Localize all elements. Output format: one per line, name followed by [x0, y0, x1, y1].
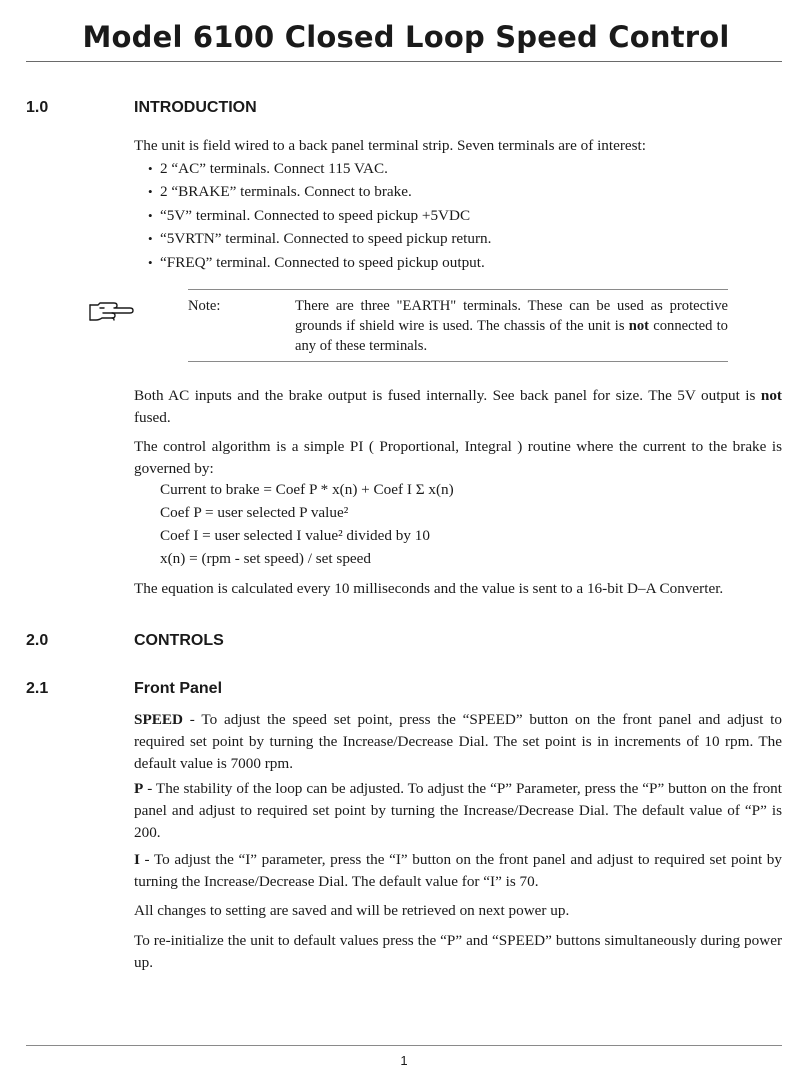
list-item: • “FREQ” terminal. Connected to speed pickup output. — [134, 251, 734, 274]
note-text: There are three "EARTH" terminals. These can be used as protective grounds if shield wire is used. The chassis of the unit is not connected to any of these terminals. — [295, 298, 728, 354]
bullet-marker: • — [148, 161, 153, 176]
bullet-marker: • — [148, 231, 153, 247]
page-number: 1 — [400, 1053, 408, 1068]
note-top-rule — [188, 289, 728, 290]
terminal-list — [134, 157, 734, 274]
page-title: Model 6100 Closed Loop Speed Control — [82, 20, 730, 54]
equation-line: Coef P = user selected P value² — [160, 504, 349, 521]
list-item: • “5V” terminal. Connected to speed pickup +5VDC — [134, 204, 734, 227]
note-label: Note: — [188, 298, 221, 314]
list-item: • 2 “AC” terminals. Connect 115 VAC. — [134, 157, 734, 180]
section-number-controls: 2.0 — [26, 632, 49, 649]
bullet-marker: • — [148, 207, 153, 223]
list-item: • 2 “BRAKE” terminals. Connect to brake. — [134, 180, 734, 203]
section-number-front-panel: 2.1 — [26, 680, 49, 697]
fuse-paragraph: Both AC inputs and the brake output is fused internally. See back panel for size. The 5V output is not fused. — [134, 387, 782, 426]
reinit-paragraph: To re-initialize the unit to default values press the “P” and “SPEED” buttons simultaneously during power up. — [134, 932, 782, 971]
equation-line: Coef I = user selected I value² divided by 10 — [160, 527, 430, 544]
equation-line: Current to brake = Coef P * x(n) + Coef I Σ x(n) — [160, 481, 454, 498]
footer-divider — [26, 1045, 782, 1046]
algorithm-paragraph: The control algorithm is a simple PI ( Proportional, Integral ) routine where the current to the brake is governed by: — [134, 438, 782, 477]
section-title-intro: INTRODUCTION — [134, 99, 257, 116]
section-title-controls: CONTROLS — [134, 632, 224, 649]
list-item: • “5VRTN” terminal. Connected to speed pickup return. — [134, 227, 734, 250]
equation-line: x(n) = (rpm - set speed) / set speed — [160, 550, 372, 567]
p-paragraph: P - The stability of the loop can be adjusted. To adjust the “P” Parameter, press the “P” button on the front panel and adjust to required set point by turning the Increase/Decrease Dial. The default value of “P” is 200. — [134, 780, 782, 841]
section-title-front-panel: Front Panel — [134, 680, 223, 697]
pointing-hand-icon — [88, 296, 134, 322]
speed-paragraph: SPEED - To adjust the speed set point, press the “SPEED” button on the front panel and adjust to required set point by turning the Increase/Decrease Dial. The set point is in increments of 10 rpm. The default value is 7000 rpm. — [134, 711, 782, 772]
intro-lead-paragraph: The unit is field wired to a back panel terminal strip. Seven terminals are of interest: — [134, 137, 646, 154]
saved-paragraph: All changes to setting are saved and will be retrieved on next power up. — [134, 902, 570, 919]
note-bottom-rule — [188, 361, 728, 362]
bullet-marker: • — [148, 254, 153, 270]
bullet-marker: • — [148, 184, 153, 200]
title-divider — [26, 61, 782, 62]
section-number-intro: 1.0 — [26, 99, 49, 116]
i-paragraph: I - To adjust the “I” parameter, press the “I” button on the front panel and adjust to required set point by turning the Increase/Decrease Dial. The default value for “I” is 70. — [134, 851, 782, 890]
calc-paragraph: The equation is calculated every 10 milliseconds and the value is sent to a 16-bit D–A Converter. — [134, 580, 724, 597]
